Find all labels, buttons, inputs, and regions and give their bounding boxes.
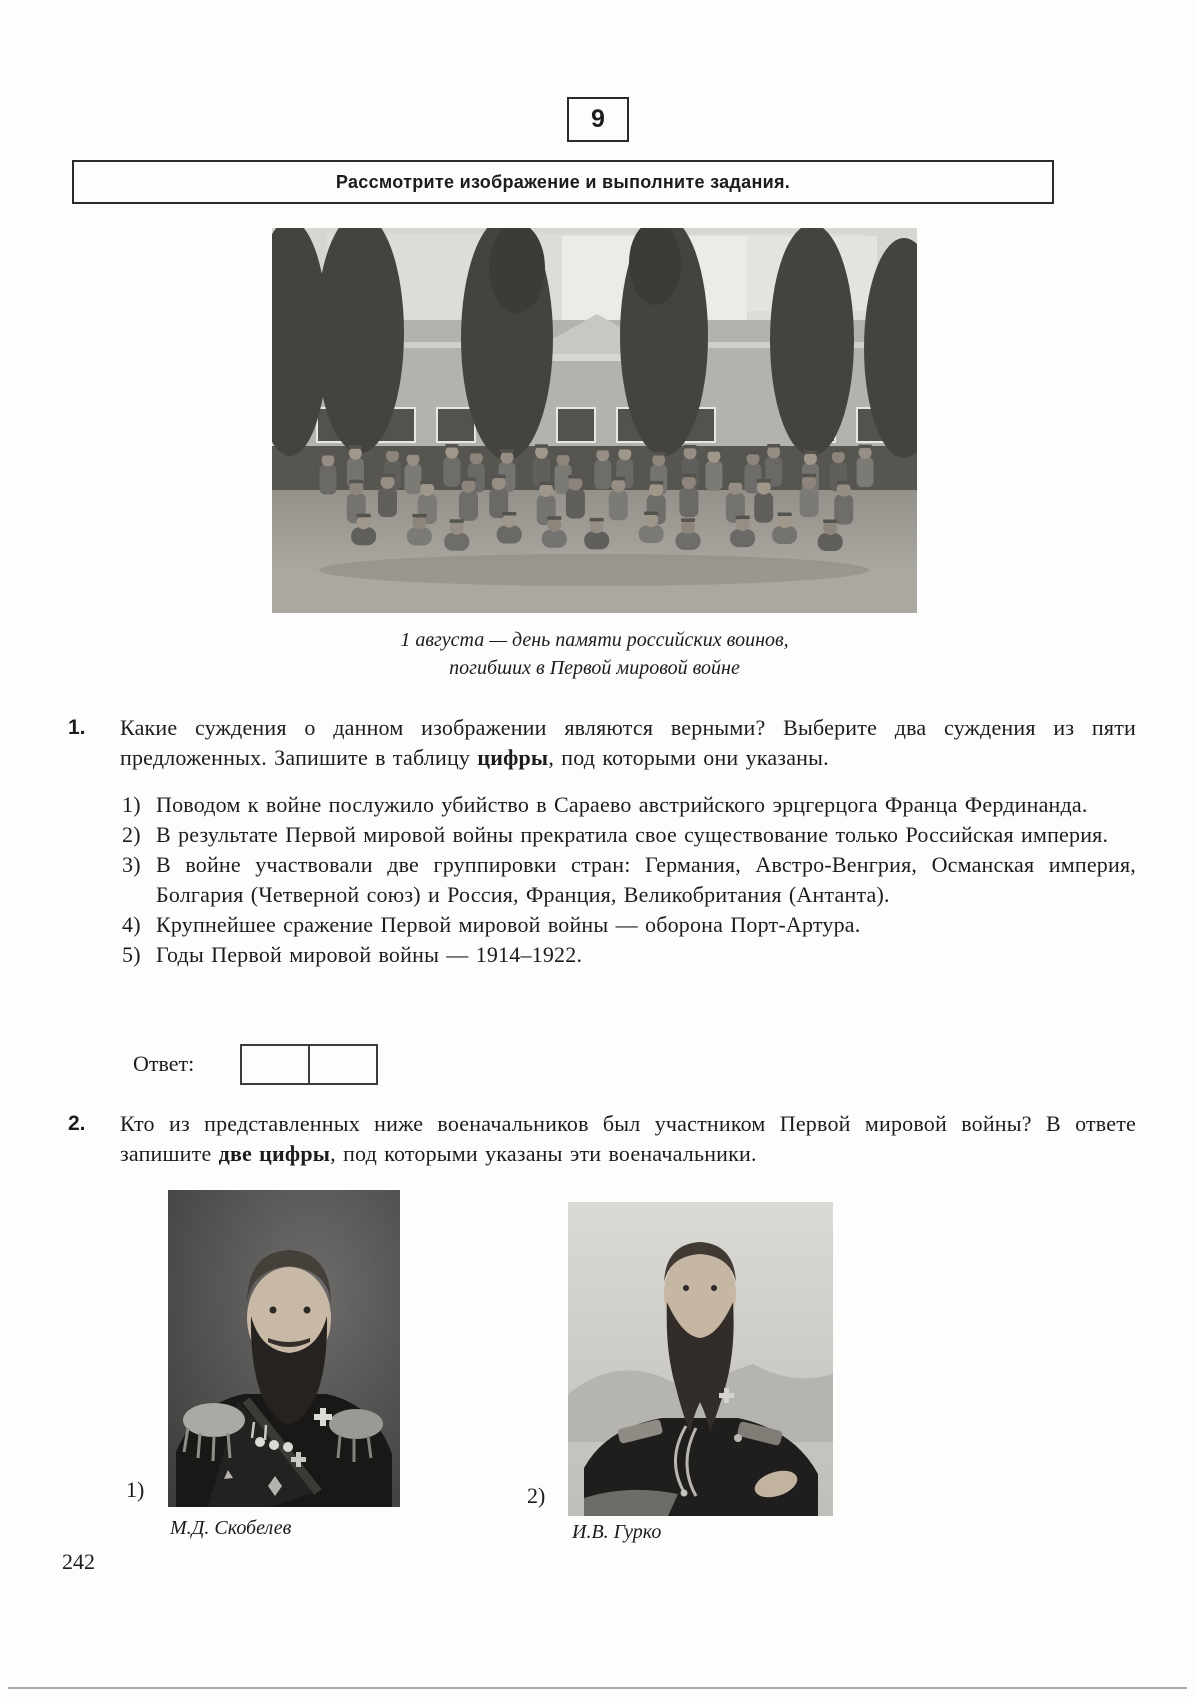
answer-cell-1[interactable] [242, 1046, 310, 1083]
group-photo [272, 228, 917, 613]
task-number: 9 [591, 105, 605, 133]
option-2 [122, 820, 1136, 850]
portrait-gurko-illustration [568, 1202, 833, 1516]
option-1-text: Поводом к войне послужило убийство в Сараево австрийского эрцгерцога Франца Фердинанда. [156, 792, 1088, 817]
portrait-gurko [568, 1202, 833, 1516]
option-1 [122, 790, 1136, 820]
answer-box [240, 1044, 378, 1085]
portrait2-label: 2) [527, 1483, 546, 1508]
question1-text-bold: цифры [477, 745, 549, 770]
option-1-number: 1) [122, 792, 141, 817]
option-4-number: 4) [122, 912, 141, 937]
option-5-text: Годы Первой мировой войны — 1914–1922. [156, 942, 583, 967]
option-2-text: В результате Первой мировой войны прекратила свое существование только Российская империя. [156, 822, 1109, 847]
option-4-text: Крупнейшее сражение Первой мировой войны — оборона Порт-Артура. [156, 912, 861, 937]
photo-caption [272, 626, 917, 682]
question2-text-bold: две цифры [218, 1141, 331, 1166]
group-photo-illustration [272, 228, 917, 613]
portrait-skobelev [168, 1190, 400, 1507]
instruction-header-text: Рассмотрите изображение и выполните задания. [335, 171, 791, 192]
answer-label: Ответ: [133, 1051, 195, 1076]
portrait1-label: 1) [126, 1477, 145, 1502]
option-5-number: 5) [122, 942, 141, 967]
photo-caption-line2: погибших в Первой мировой войне [449, 657, 740, 679]
question2-text-start: Кто из представленных ниже военачальников был участником Первой мировой войны? В ответе запишите [120, 1111, 1136, 1166]
question1-text [120, 713, 1136, 773]
question1-text-start: Какие суждения о данном изображении являются верными? Выберите два суждения из пяти предложенных. Запишите в таблицу [120, 715, 1136, 770]
instruction-header [72, 160, 1054, 204]
option-3-text: В войне участвовали две группировки стран: Германия, Австро-Венгрия, Османская империя, Болгария (Четверной союз) и Россия, Франция, Великобритания (Антанта). [156, 852, 1136, 907]
question2-text [120, 1109, 1136, 1169]
question2-text-end: , под которыми указаны эти военачальники. [330, 1141, 757, 1166]
option-3-number: 3) [122, 852, 141, 877]
question1-number: 1. [68, 716, 86, 739]
option-5 [122, 940, 1136, 970]
portrait2-caption: И.В. Гурко [572, 1521, 662, 1543]
portrait1-caption: М.Д. Скобелев [170, 1517, 292, 1539]
portrait-skobelev-illustration [168, 1190, 400, 1507]
answer-cell-2[interactable] [310, 1046, 376, 1083]
scan-edge-line [8, 1687, 1187, 1689]
question1-text-end: , под которыми они указаны. [548, 745, 829, 770]
question2-number: 2. [68, 1112, 86, 1135]
option-4 [122, 910, 1136, 940]
page-number: 242 [62, 1549, 95, 1574]
photo-caption-line1: 1 августа — день памяти российских воинов, [400, 629, 789, 651]
option-3 [122, 850, 1136, 910]
task-number-box [567, 97, 629, 142]
option-2-number: 2) [122, 822, 141, 847]
question1-options [122, 790, 1136, 970]
